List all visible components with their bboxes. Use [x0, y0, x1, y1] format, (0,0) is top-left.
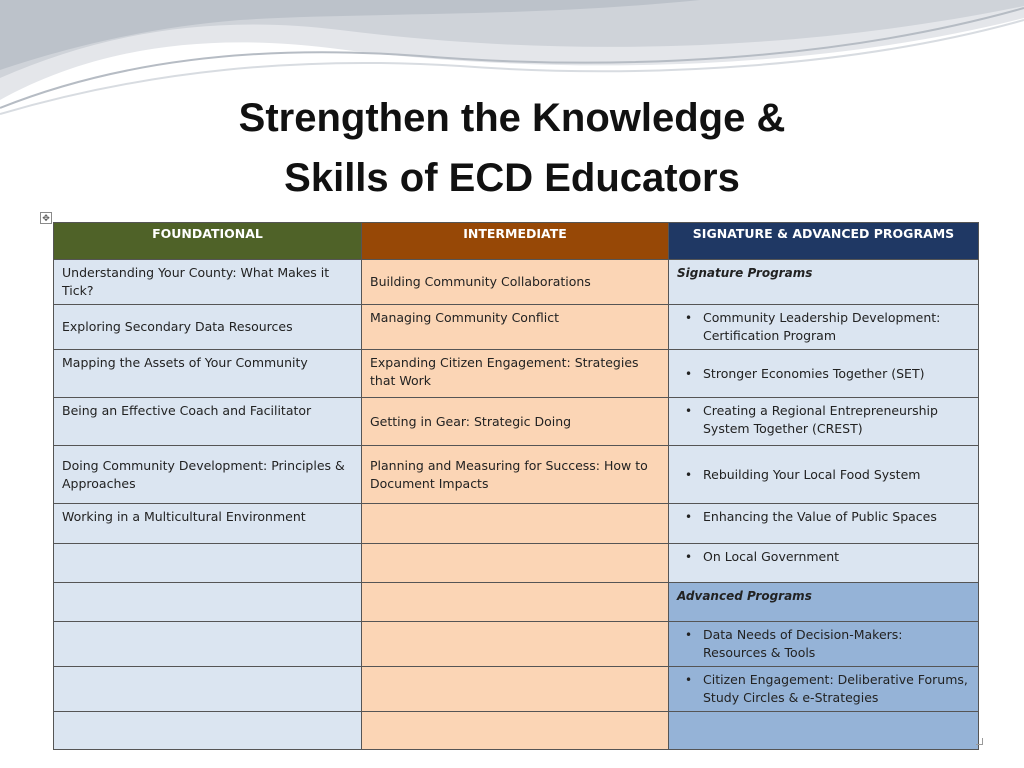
- table-row: [54, 305, 979, 350]
- table-row: [54, 504, 979, 544]
- signature-cell: [669, 305, 979, 350]
- title-line-2: Skills of ECD Educators: [284, 156, 740, 200]
- advanced-cell: [669, 622, 979, 667]
- signature-cell: [669, 544, 979, 583]
- foundational-cell: [54, 544, 362, 583]
- foundational-cell: Doing Community Development: Principles & Approaches: [54, 446, 362, 504]
- intermediate-cell: [362, 583, 669, 622]
- program-list-item: [677, 626, 970, 662]
- program-list-item: [677, 309, 970, 345]
- bullet-icon: •: [685, 550, 693, 564]
- intermediate-cell: [362, 622, 669, 667]
- bullet-icon: •: [685, 404, 693, 418]
- programs-table: [53, 222, 979, 750]
- program-name: Data Needs of Decision-Makers: Resources & Tools: [703, 627, 903, 660]
- foundational-cell: Understanding Your County: What Makes it Tick?: [54, 260, 362, 305]
- advanced-cell: [669, 583, 979, 622]
- program-list-item: [677, 402, 970, 438]
- signature-cell: [669, 504, 979, 544]
- title-line-1: Strengthen the Knowledge &: [238, 96, 786, 140]
- slide-title: [0, 88, 1024, 208]
- signature-cell: [669, 398, 979, 446]
- program-name: Rebuilding Your Local Food System: [703, 466, 921, 482]
- program-name: Creating a Regional Entrepreneurship System Together (CREST): [703, 403, 938, 436]
- bullet-icon: •: [685, 673, 693, 687]
- program-name: Stronger Economies Together (SET): [703, 365, 925, 381]
- foundational-cell: [54, 667, 362, 712]
- foundational-cell: [54, 583, 362, 622]
- table-row: [54, 544, 979, 583]
- advanced-cell: [669, 712, 979, 750]
- program-list-item: [677, 671, 970, 707]
- bullet-icon: •: [685, 510, 693, 524]
- foundational-cell: [54, 622, 362, 667]
- bullet-icon: •: [685, 628, 693, 642]
- foundational-cell: Mapping the Assets of Your Community: [54, 350, 362, 398]
- program-name: Community Leadership Development: Certification Program: [703, 310, 941, 343]
- intermediate-cell: Expanding Citizen Engagement: Strategies that Work: [362, 350, 669, 398]
- intermediate-cell: [362, 504, 669, 544]
- program-list-item: [677, 466, 970, 484]
- signature-cell: [669, 446, 979, 504]
- intermediate-cell: [362, 712, 669, 750]
- signature-cell: [669, 350, 979, 398]
- bullet-icon: •: [685, 366, 693, 381]
- advanced-cell: [669, 667, 979, 712]
- foundational-cell: Exploring Secondary Data Resources: [54, 305, 362, 350]
- table-row: [54, 667, 979, 712]
- table-row: [54, 350, 979, 398]
- table-row: [54, 622, 979, 667]
- table-row: [54, 446, 979, 504]
- header-intermediate: INTERMEDIATE: [362, 223, 669, 260]
- table-row: [54, 260, 979, 305]
- program-list-item: [677, 548, 970, 566]
- foundational-cell: Being an Effective Coach and Facilitator: [54, 398, 362, 446]
- program-list-item: [677, 508, 970, 526]
- foundational-cell: [54, 712, 362, 750]
- intermediate-cell: [362, 667, 669, 712]
- intermediate-cell: Managing Community Conflict: [362, 305, 669, 350]
- signature-cell: [669, 260, 979, 305]
- header-foundational: FOUNDATIONAL: [54, 223, 362, 260]
- table-header-row: [54, 223, 979, 260]
- program-list-item: [677, 365, 970, 383]
- advanced-programs-subheading: Advanced Programs: [677, 589, 812, 603]
- intermediate-cell: Getting in Gear: Strategic Doing: [362, 398, 669, 446]
- intermediate-cell: Building Community Collaborations: [362, 260, 669, 305]
- signature-programs-subheading: Signature Programs: [677, 266, 813, 280]
- table-resize-handle-icon[interactable]: [976, 738, 983, 745]
- program-name: Enhancing the Value of Public Spaces: [703, 509, 937, 524]
- intermediate-cell: Planning and Measuring for Success: How to Document Impacts: [362, 446, 669, 504]
- bullet-icon: •: [685, 467, 693, 482]
- program-name: On Local Government: [703, 549, 840, 564]
- bullet-icon: •: [685, 311, 693, 325]
- table-row: [54, 398, 979, 446]
- program-name: Citizen Engagement: Deliberative Forums, Study Circles & e-Strategies: [703, 672, 968, 705]
- foundational-cell: Working in a Multicultural Environment: [54, 504, 362, 544]
- table-row: [54, 712, 979, 750]
- intermediate-cell: [362, 544, 669, 583]
- header-signature-advanced: SIGNATURE & ADVANCED PROGRAMS: [669, 223, 979, 260]
- table-row: [54, 583, 979, 622]
- table-move-handle-icon[interactable]: ✥: [40, 212, 52, 224]
